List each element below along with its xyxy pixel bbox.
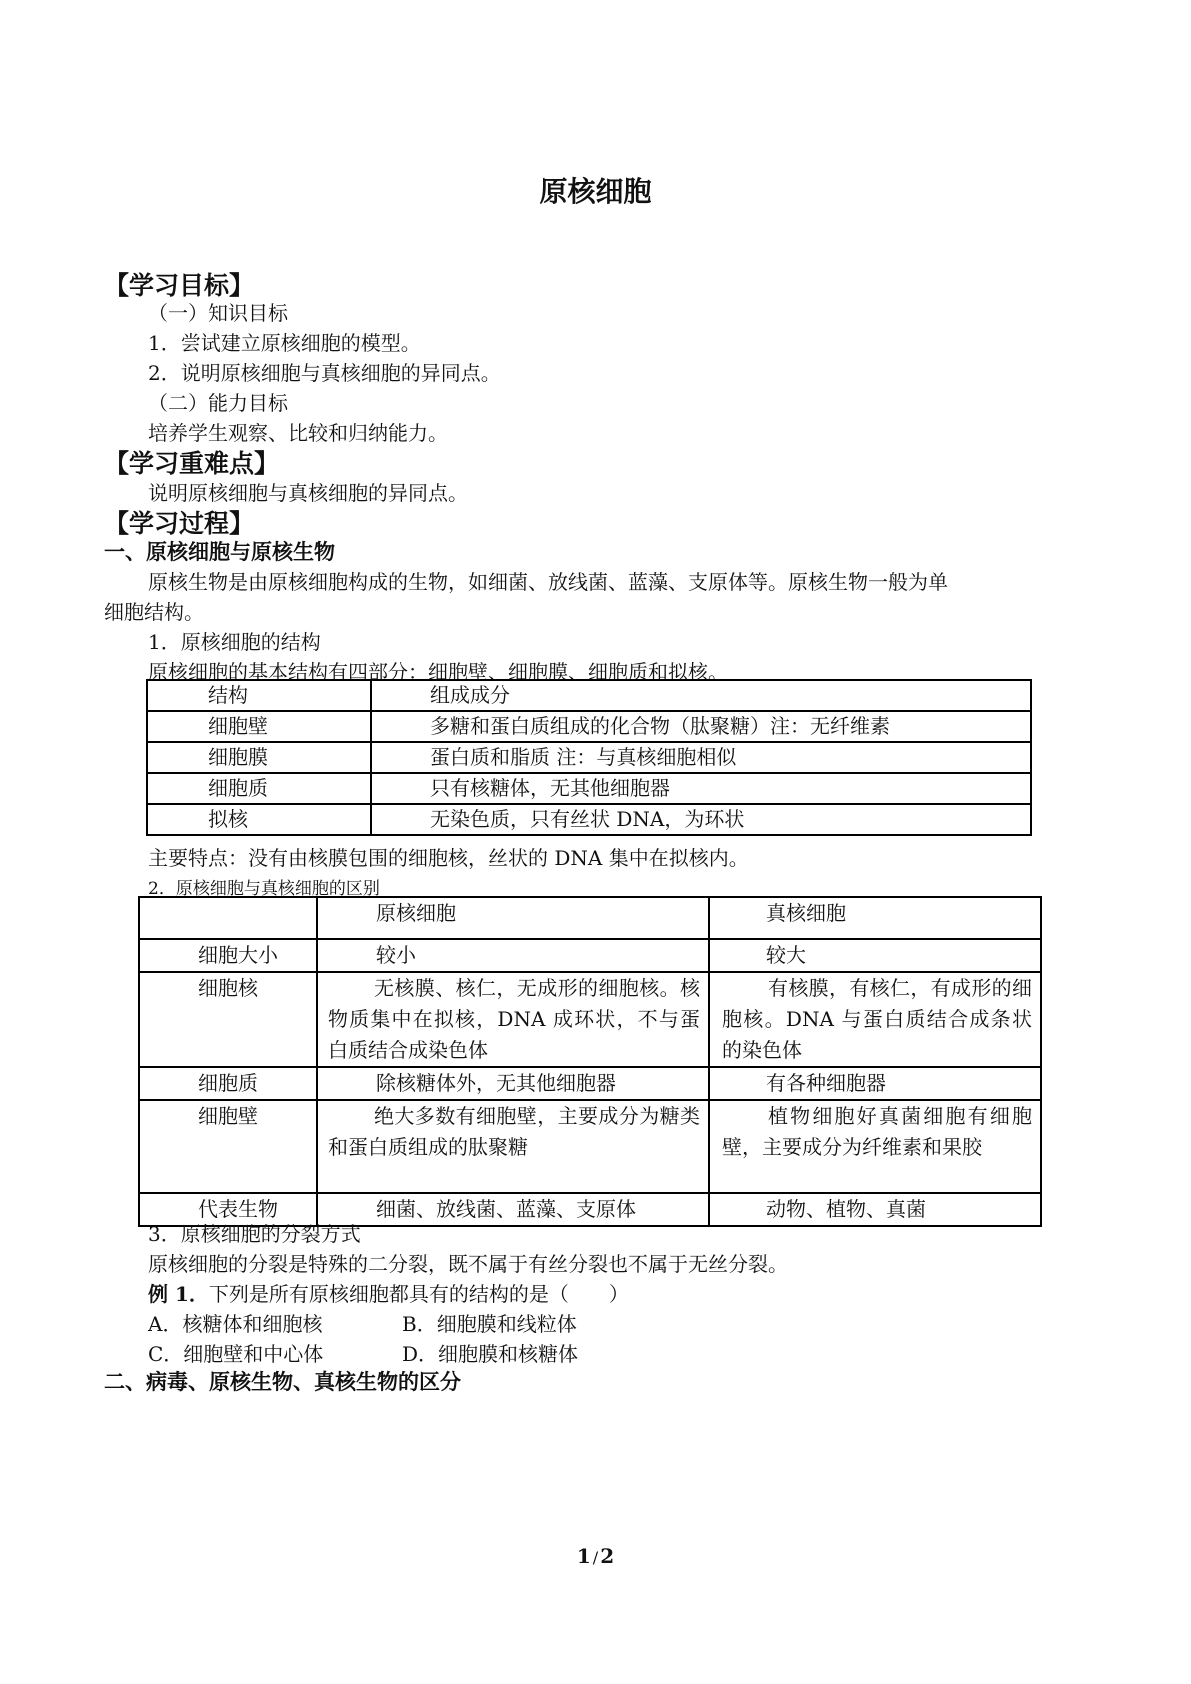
table-row bbox=[139, 1067, 1041, 1100]
subsection-3-text: 原核细胞的分裂是特殊的二分裂，既不属于有丝分裂也不属于无丝分裂。 bbox=[148, 1252, 788, 1276]
table-cell: 细胞质 bbox=[139, 1067, 317, 1100]
process-heading: 【学习过程】 bbox=[104, 509, 255, 538]
table-header-cell: 原核细胞 bbox=[317, 897, 709, 939]
intro-line-1: 原核生物是由原核细胞构成的生物，如细菌、放线菌、蓝藻、支原体等。原核生物一般为单 bbox=[148, 570, 948, 594]
option-a: A．核糖体和细胞核 bbox=[148, 1312, 323, 1336]
option-c: C．细胞壁和中心体 bbox=[148, 1342, 324, 1366]
ability-goal-1: 培养学生观察、比较和归纳能力。 bbox=[148, 421, 448, 445]
knowledge-goal-1: 1．尝试建立原核细胞的模型。 bbox=[148, 331, 421, 355]
option-d: D．细胞膜和核糖体 bbox=[402, 1342, 579, 1366]
option-b: B．细胞膜和线粒体 bbox=[402, 1312, 577, 1336]
knowledge-goals-heading: （一）知识目标 bbox=[148, 301, 288, 325]
table-header-row bbox=[147, 680, 1031, 711]
table-cell: 拟核 bbox=[147, 804, 371, 835]
table-cell: 细胞壁 bbox=[147, 711, 371, 742]
table-row bbox=[139, 972, 1041, 1067]
page-separator: / bbox=[592, 1548, 599, 1567]
page-current: 1 bbox=[576, 1544, 591, 1568]
table-cell: 细胞大小 bbox=[139, 939, 317, 972]
table-cell: 无染色质，只有丝状 DNA，为环状 bbox=[371, 804, 1031, 835]
example-1 bbox=[148, 1278, 629, 1307]
table-cell: 多糖和蛋白质组成的化合物（肽聚糖）注：无纤维素 bbox=[371, 711, 1031, 742]
table-cell: 无核膜、核仁，无成形的细胞核。核物质集中在拟核，DNA 成环状，不与蛋白质结合成染色体 bbox=[328, 976, 700, 1062]
table-cell: 动物、植物、真菌 bbox=[709, 1193, 1041, 1226]
table-row bbox=[139, 1100, 1041, 1193]
table-cell: 只有核糖体，无其他细胞器 bbox=[371, 773, 1031, 804]
table-cell: 细胞壁 bbox=[139, 1100, 317, 1193]
example-label: 例 1． bbox=[148, 1282, 209, 1306]
page-number bbox=[0, 1544, 1191, 1568]
key-points-text: 说明原核细胞与真核细胞的异同点。 bbox=[148, 481, 468, 505]
table-cell: 绝大多数有细胞壁，主要成分为糖类和蛋白质组成的肽聚糖 bbox=[328, 1104, 700, 1159]
table-row bbox=[147, 742, 1031, 773]
knowledge-goal-2: 2．说明原核细胞与真核细胞的异同点。 bbox=[148, 361, 501, 385]
main-feature-text: 主要特点：没有由核膜包围的细胞核，丝状的 DNA 集中在拟核内。 bbox=[148, 846, 749, 870]
page-title: 原核细胞 bbox=[539, 175, 652, 208]
table-row bbox=[139, 939, 1041, 972]
table-cell: 有各种细胞器 bbox=[709, 1067, 1041, 1100]
subsection-2-heading: 2．原核细胞与真核细胞的区别 bbox=[148, 879, 380, 899]
table-header-row bbox=[139, 897, 1041, 939]
subsection-3-heading: 3．原核细胞的分裂方式 bbox=[148, 1222, 361, 1246]
table-row bbox=[147, 773, 1031, 804]
table-cell: 蛋白质和脂质 注：与真核细胞相似 bbox=[371, 742, 1031, 773]
intro-line-2: 细胞结构。 bbox=[104, 600, 204, 624]
table-header-cell bbox=[139, 897, 317, 939]
table-cell: 较小 bbox=[317, 939, 709, 972]
table-header-cell: 结构 bbox=[147, 680, 371, 711]
example-question: 下列是所有原核细胞都具有的结构的是（ ） bbox=[208, 1282, 629, 1306]
table-row bbox=[147, 804, 1031, 835]
learning-goals-heading: 【学习目标】 bbox=[104, 271, 255, 300]
key-points-heading: 【学习重难点】 bbox=[104, 449, 280, 478]
table-cell: 细菌、放线菌、蓝藻、支原体 bbox=[317, 1193, 709, 1226]
table-cell: 细胞膜 bbox=[147, 742, 371, 773]
table-cell: 植物细胞好真菌细胞有细胞壁，主要成分为纤维素和果胶 bbox=[722, 1104, 1032, 1159]
table-cell: 除核糖体外，无其他细胞器 bbox=[317, 1067, 709, 1100]
subsection-1-text: 原核细胞的基本结构有四部分：细胞壁、细胞膜、细胞质和拟核。 bbox=[148, 660, 728, 684]
section-2-heading: 二、病毒、原核生物、真核生物的区分 bbox=[104, 1370, 461, 1394]
table-header-cell: 真核细胞 bbox=[709, 897, 1041, 939]
ability-goals-heading: （二）能力目标 bbox=[148, 391, 288, 415]
subsection-1-heading: 1．原核细胞的结构 bbox=[148, 630, 321, 654]
structure-table bbox=[146, 679, 1032, 836]
table-row bbox=[147, 711, 1031, 742]
comparison-table bbox=[138, 896, 1042, 1227]
section-1-heading: 一、原核细胞与原核生物 bbox=[104, 540, 335, 564]
table-cell: 有核膜，有核仁，有成形的细胞核。DNA 与蛋白质结合成条状的染色体 bbox=[722, 976, 1032, 1062]
table-cell: 细胞质 bbox=[147, 773, 371, 804]
table-cell: 代表生物 bbox=[139, 1193, 317, 1226]
table-cell: 细胞核 bbox=[139, 972, 317, 1067]
page-total: 2 bbox=[600, 1544, 615, 1568]
table-cell: 较大 bbox=[709, 939, 1041, 972]
table-header-cell: 组成成分 bbox=[371, 680, 1031, 711]
